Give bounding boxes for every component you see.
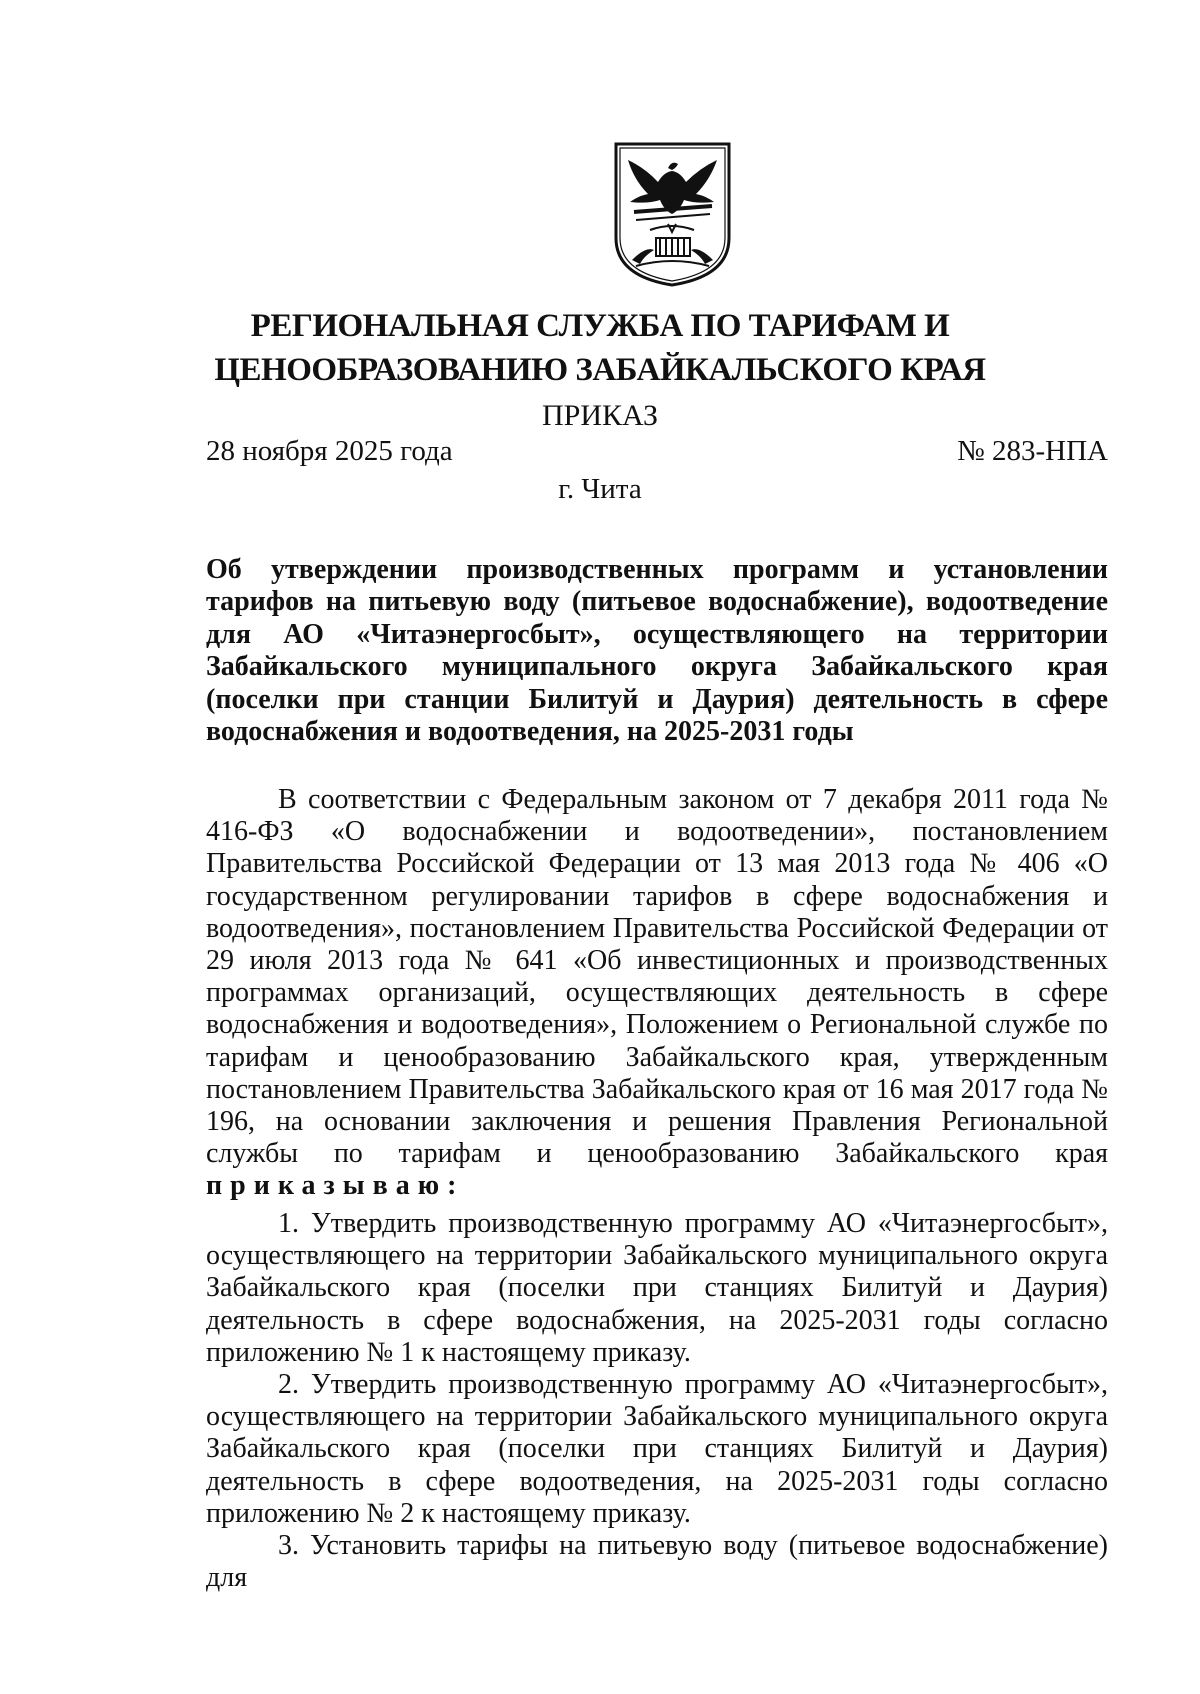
preamble-text: В соответствии с Федеральным законом от 7 декабря 2011 года № 416-ФЗ «О водоснабжении и водоотведении», постановлением Правительства Российской Федерации от 13 мая 2013 года № 406 «О государственном регулировании тарифов в сфере водоснабжения и водоотведения», постановлением Правительства Российской Федерации от 29 июля 2013 года № 641 «Об инвестиционных и производственных программах организаций, осуществляющих деятельность в сфере водоснабжения и водоотведения», Положением о Региональной службе по тарифам и ценообразованию Забайкальского края, утвержденным постановлением Правительства Забайкальского края от 16 мая 2017 года № 196, на основании заключения и решения Правления Региональной службы по тарифам и ценообразованию Забайкальского края: [206, 784, 1108, 1170]
order-word: приказываю:: [206, 1170, 465, 1202]
document-number: № 283-НПА: [957, 435, 1108, 467]
document-date: 28 ноября 2025 года: [206, 435, 453, 467]
preamble-paragraph: [206, 784, 1108, 1203]
order-item: 1. Утвердить производственную программу АО «Читаэнергосбыт», осуществляющего на территории Забайкальского муниципального округа Забайкальского края (поселки при станциях Билитуй и Даурия) деятельность в сфере водоснабжения, на 2025-2031 годы согласно приложению № 1 к настоящему приказу.: [206, 1208, 1108, 1368]
coat-of-arms-icon: [610, 138, 735, 288]
agency-name: [200, 304, 1000, 392]
agency-name-line2: ЦЕНООБРАЗОВАНИЮ ЗАБАЙКАЛЬСКОГО КРАЯ: [214, 352, 986, 388]
order-items: [206, 1208, 1108, 1594]
document-city: г. Чита: [558, 473, 642, 505]
document-subject: Об утверждении производственных программ и установлении тарифов на питьевую воду (питьевое водоснабжение), водоотведение для АО «Читаэнергосбыт», осуществляющего на территории Забайкальского муниципального округа Забайкальского края (поселки при станции Билитуй и Даурия) деятельность в сфере водоснабжения и водоотведения, на 2025-2031 годы: [206, 554, 1108, 748]
order-item: 3. Установить тарифы на питьевую воду (питьевое водоснабжение) для: [206, 1530, 1108, 1594]
order-item: 2. Утвердить производственную программу АО «Читаэнергосбыт», осуществляющего на территории Забайкальского муниципального округа Забайкальского края (поселки при станциях Билитуй и Даурия) деятельность в сфере водоотведения, на 2025-2031 годы согласно приложению № 2 к настоящему приказу.: [206, 1369, 1108, 1529]
agency-name-line1: РЕГИОНАЛЬНАЯ СЛУЖБА ПО ТАРИФАМ И: [250, 308, 950, 344]
document-type: ПРИКАЗ: [542, 399, 658, 432]
